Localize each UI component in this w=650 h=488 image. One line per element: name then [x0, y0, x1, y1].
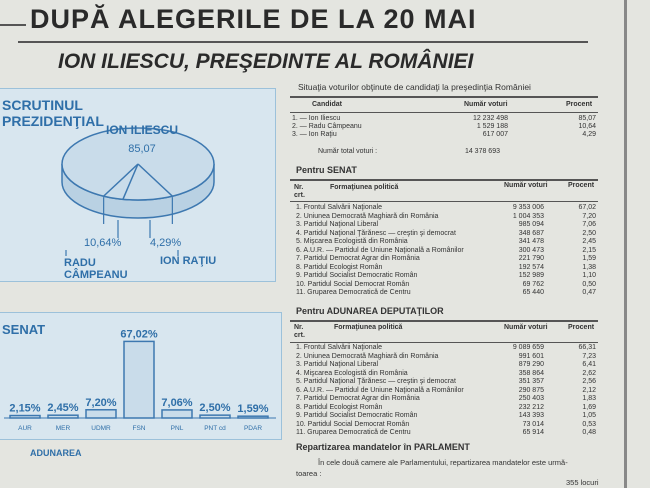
pres-col-candidat: Candidat — [312, 101, 342, 108]
pie-title-line1: SCRUTINUL — [2, 97, 83, 113]
pres-table-top-rule — [290, 96, 598, 98]
pie-title-line2: PREZIDENŢIAL — [2, 113, 104, 129]
table-row-voturi: 991 601 — [518, 352, 544, 360]
table-row-voturi: 65 440 — [522, 289, 544, 296]
senat-bar-category-label: PNL — [170, 425, 184, 432]
table-row-procent: 1,38 — [582, 263, 596, 271]
table-row-label: 9. Partidul Socialist Democratic Român — [296, 272, 418, 279]
senat-bar-value-label: 1,59% — [237, 403, 269, 416]
senat-col-formatiune: Formaţiunea politică — [330, 184, 399, 191]
senat-bar-value-label: 2,45% — [47, 402, 79, 415]
pres-col-voturi: Număr voturi — [464, 101, 508, 108]
senat-col-voturi: Număr voturi — [504, 182, 548, 189]
bottom-left-label: ADUNAREA — [30, 448, 82, 458]
table-row-label: 6. A.U.R. — Partidul de Uniune Naţională a Românilor — [296, 386, 464, 394]
senat-table-top-rule — [290, 179, 598, 181]
table-row-voturi: 250 403 — [518, 395, 544, 402]
table-row-voturi: 65 914 — [522, 429, 544, 436]
pie-label-campeanu-line1: RADU — [64, 257, 96, 269]
senat-bar-category-label: MER — [55, 425, 71, 432]
table-row-label: 2. — Radu Câmpeanu — [292, 123, 362, 130]
table-row-label: 3. — Ion Raţiu — [292, 131, 337, 138]
left-rule — [0, 24, 26, 26]
table-row-voturi: 192 574 — [518, 263, 544, 271]
senat-table-header-rule — [290, 201, 598, 202]
table-row-label: 2. Uniunea Democrată Maghiară din România — [296, 212, 439, 220]
table-row-label: 8. Partidul Ecologist Român — [296, 263, 383, 271]
table-row-label: 7. Partidul Democrat Agrar din România — [296, 255, 420, 262]
table-row-procent: 0,53 — [582, 420, 596, 428]
deputati-col-nr: Nr. — [294, 324, 304, 331]
presidential-pie-chart — [0, 88, 276, 280]
table-row-procent: 2,12 — [582, 386, 596, 394]
table-row-voturi: 358 864 — [518, 369, 544, 377]
parliament-title: Repartizarea mandatelor în PARLAMENT — [296, 442, 470, 452]
senat-bar-aur — [10, 416, 40, 418]
table-row-label: 7. Partidul Democrat Agrar din România — [296, 395, 420, 402]
senat-bar-category-label: UDMR — [91, 425, 111, 432]
pres-col-procent: Procent — [566, 101, 593, 108]
deputati-col-formatiune: Formaţiunea politică — [334, 324, 403, 331]
senat-bar-value-label: 2,15% — [9, 402, 41, 415]
table-row-procent: 1,10 — [582, 272, 596, 279]
table-row-voturi: 232 212 — [518, 403, 544, 411]
page-edge — [624, 0, 627, 488]
table-row-label: 10. Partidul Social Democrat Român — [296, 280, 410, 288]
table-row-voturi: 143 393 — [518, 412, 544, 419]
senat-bar-mer — [48, 415, 78, 418]
table-row-label: 1. — Ion Iliescu — [292, 115, 341, 122]
table-row-label: 4. Mişcarea Ecologistă din România — [296, 369, 408, 377]
table-row-label: 10. Partidul Social Democrat Român — [296, 420, 410, 428]
senat-bars — [9, 328, 268, 432]
senat-bar-value-label: 2,50% — [199, 402, 231, 415]
parliament-intro-cont: toarea : — [296, 469, 322, 478]
senat-chart-title: SENAT — [2, 322, 46, 337]
table-row-procent: 2,62 — [582, 369, 596, 377]
table-row-procent: 2,56 — [582, 378, 596, 385]
senat-bar-pnl — [162, 410, 192, 418]
table-row-procent: 0,48 — [582, 429, 596, 436]
table-row-procent: 7,20 — [582, 212, 596, 220]
page-subheadline: ION ILIESCU, PREŞEDINTE AL ROMÂNIEI — [58, 50, 474, 73]
table-row-procent: 2,15 — [582, 246, 596, 254]
senat-bar-pdar — [238, 416, 268, 418]
senat-bar-value-label: 7,20% — [85, 396, 117, 409]
pie-label-iliescu: ION ILIESCU — [105, 123, 179, 137]
pie-value-ratiu: 4,29% — [150, 237, 182, 249]
headline-rule — [18, 41, 588, 43]
table-row-voturi: 9 353 006 — [512, 204, 544, 211]
table-row-voturi: 341 478 — [518, 238, 544, 245]
deputati-col-crt: crt. — [294, 332, 305, 339]
table-row-procent: 1,83 — [582, 395, 596, 402]
table-row-label: 1. Frontul Salvării Naţionale — [296, 204, 382, 211]
senat-bar-udmr — [86, 410, 116, 418]
senat-bar-value-label: 7,06% — [161, 396, 193, 409]
table-row-procent: 7,06 — [582, 221, 596, 228]
table-row-procent: 7,23 — [582, 352, 596, 360]
parliament-intro: În cele două camere ale Parlamentului, repartizarea mandatelor este urmă- — [318, 458, 568, 467]
table-row-procent: 1,69 — [582, 403, 596, 411]
table-row-label: 5. Partidul Naţional Ţărănesc — creştin şi democrat — [296, 378, 456, 385]
presidential-table-title: Situaţia voturilor obţinute de candidaţi la preşedinţia României — [298, 82, 531, 92]
table-row-procent: 67,02 — [578, 204, 596, 211]
table-row-voturi: 617 007 — [482, 131, 508, 138]
senat-col-nr: Nr. — [294, 184, 304, 191]
senat-bar-category-label: PNT cd — [204, 425, 226, 432]
pres-total-label: Număr total voturi : — [318, 148, 378, 155]
senat-col-procent: Procent — [568, 182, 595, 189]
table-row-procent: 6,41 — [582, 361, 596, 368]
table-row-voturi: 9 089 659 — [512, 344, 544, 351]
table-row-label: 5. Mişcarea Ecologistă din România — [296, 238, 408, 245]
deputati-col-voturi: Număr voturi — [504, 324, 548, 331]
senat-bar-category-label: AUR — [18, 425, 32, 432]
table-row-voturi: 300 473 — [518, 246, 544, 254]
senat-bar-chart — [0, 312, 282, 438]
pie-value-iliescu: 85,07 — [128, 143, 156, 155]
deputati-table-top-rule — [290, 320, 598, 322]
deputati-table-title: Pentru ADUNAREA DEPUTAŢILOR — [296, 306, 444, 316]
table-row-procent: 0,47 — [582, 289, 596, 296]
table-row-procent: 4,29 — [582, 131, 596, 138]
table-row-voturi: 1 529 188 — [476, 123, 508, 130]
table-row-procent: 2,45 — [582, 238, 596, 245]
pres-table-header-rule — [290, 112, 598, 113]
table-row-voturi: 152 989 — [518, 272, 544, 279]
senat-bar-fsn — [124, 341, 154, 418]
senat-bar-value-label: 67,02% — [120, 328, 158, 341]
table-row-voturi: 1 004 353 — [512, 212, 544, 220]
table-row-procent: 10,64 — [578, 123, 596, 130]
table-row-procent: 85,07 — [578, 115, 596, 122]
parliament-locuri: 355 locuri — [566, 478, 599, 487]
table-row-label: 1. Frontul Salvării Naţionale — [296, 344, 382, 351]
pie-value-campeanu: 10,64% — [84, 237, 122, 249]
table-row-label: 11. Gruparea Democratică de Centru — [296, 429, 411, 436]
table-row-procent: 2,50 — [582, 229, 596, 237]
table-row-voturi: 221 790 — [518, 255, 544, 262]
table-row-voturi: 879 290 — [518, 361, 544, 368]
pie-label-campeanu-line2: CÂMPEANU — [64, 269, 128, 280]
deputati-col-procent: Procent — [568, 324, 595, 331]
table-row-label: 3. Partidul Naţional Liberal — [296, 221, 379, 228]
pres-total-value: 14 378 693 — [464, 148, 500, 155]
deputati-table-header-rule — [290, 342, 598, 343]
table-row-label: 8. Partidul Ecologist Român — [296, 403, 383, 411]
table-row-label: 3. Partidul Naţional Liberal — [296, 361, 379, 368]
table-row-procent: 1,59 — [582, 255, 596, 262]
table-row-voturi: 73 014 — [522, 420, 544, 428]
page-headline: DUPĂ ALEGERILE DE LA 20 MAI — [30, 4, 477, 34]
senat-bar-pnt-cd — [200, 415, 230, 418]
table-row-voturi: 985 094 — [518, 221, 544, 228]
pie-label-ratiu: ION RAŢIU — [160, 255, 217, 267]
senat-bar-category-label: PDAR — [243, 425, 263, 432]
table-row-label: 9. Partidul Socialist Democratic Român — [296, 412, 418, 419]
table-row-label: 11. Gruparea Democratică de Centru — [296, 289, 411, 296]
table-row-procent: 1,05 — [582, 412, 596, 419]
table-row-procent: 66,31 — [578, 344, 596, 351]
table-row-label: 2. Uniunea Democrată Maghiară din România — [296, 352, 439, 360]
senat-table-title: Pentru SENAT — [296, 165, 357, 175]
table-row-voturi: 351 357 — [518, 378, 544, 385]
table-row-procent: 0,50 — [582, 280, 596, 288]
table-row-voturi: 12 232 498 — [472, 115, 508, 122]
senat-col-crt: crt. — [294, 192, 305, 199]
senat-bar-category-label: FSN — [132, 425, 146, 432]
table-row-voturi: 69 762 — [522, 280, 544, 288]
table-row-label: 4. Partidul Naţional Ţărănesc — creştin şi democrat — [296, 229, 456, 237]
table-row-label: 6. A.U.R. — Partidul de Uniune Naţională a Românilor — [296, 246, 464, 254]
table-row-voturi: 348 687 — [518, 229, 544, 237]
table-row-voturi: 290 875 — [518, 386, 544, 394]
